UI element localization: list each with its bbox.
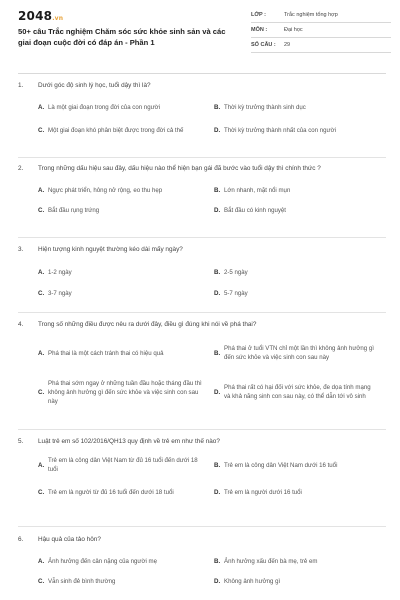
option-row	[38, 571, 390, 591]
info-label: LỚP :	[251, 12, 266, 18]
question-number: 5.	[18, 438, 24, 445]
question-stem	[18, 81, 390, 90]
option-c[interactable]	[38, 577, 214, 586]
option-text: Ngực phát triển, hông nở rộng, eo thu hẹp	[48, 186, 163, 194]
options	[38, 97, 390, 143]
option-text: Phá thai ở tuổi VTN chỉ một lần thì không ảnh hưởng gì đến sức khỏe và việc sinh con sau này	[224, 345, 374, 361]
question-separator	[18, 157, 386, 158]
option-letter: B.	[214, 557, 221, 565]
option-row	[38, 97, 390, 117]
option-letter: C.	[38, 289, 45, 297]
option-text: Trẻ em là công dân Việt Nam từ đủ 16 tuổi đến dưới 18 tuổi	[48, 457, 198, 473]
document-title: 50+ câu Trắc nghiệm Chăm sóc sức khỏe sinh sản và các giai đoạn cuộc đời có đáp án - Phần 1	[18, 27, 226, 47]
option-text: Trẻ em là công dân Việt Nam dưới 16 tuổi	[224, 461, 338, 469]
question-separator	[18, 526, 386, 527]
option-text: Thời kỳ trưởng thành nhất của con người	[224, 126, 336, 134]
option-row	[38, 478, 390, 506]
info-value: 29	[284, 42, 291, 48]
option-letter: B.	[214, 103, 221, 111]
options	[38, 180, 390, 220]
option-d[interactable]	[214, 206, 390, 215]
option-letter: B.	[214, 349, 221, 357]
question-text: Hiện tượng kinh nguyệt thường kéo dài mấy ngày?	[38, 246, 183, 253]
option-letter: C.	[38, 126, 45, 134]
option-row	[38, 551, 390, 571]
options	[38, 261, 390, 303]
info-row-question-count	[251, 38, 391, 53]
question-text: Luật trẻ em số 102/2016/QH13 quy định về trẻ em như thế nào?	[38, 438, 220, 445]
option-d[interactable]	[214, 488, 390, 497]
option-a[interactable]	[38, 186, 214, 195]
options	[38, 334, 390, 412]
logo-suffix: .vn	[52, 15, 64, 22]
option-letter: A.	[38, 349, 45, 357]
option-b[interactable]	[214, 103, 390, 112]
question-text: Trong số những điều được nêu ra dưới đây, điều gì đúng khi nói về phá thai?	[38, 321, 257, 328]
option-a[interactable]	[38, 349, 214, 358]
question-number: 3.	[18, 246, 24, 253]
question-number: 2.	[18, 165, 24, 172]
question-4	[18, 320, 390, 412]
option-letter: D.	[214, 577, 221, 585]
option-letter: D.	[214, 126, 221, 134]
option-text: Vẫn sinh đẻ bình thường	[48, 577, 116, 585]
question-text: Hậu quả của tảo hôn?	[38, 536, 101, 543]
option-text: Phá thai là một cách tránh thai có hiệu quả	[48, 349, 164, 357]
question-separator	[18, 429, 386, 430]
option-d[interactable]	[214, 383, 390, 401]
option-c[interactable]	[38, 488, 214, 497]
info-table	[251, 8, 391, 53]
question-stem	[18, 437, 390, 446]
question-separator	[18, 237, 386, 238]
option-text: Trẻ em là người từ đủ 16 tuổi đến dưới 18 tuổi	[48, 488, 174, 496]
question-stem	[18, 535, 390, 544]
option-letter: A.	[38, 103, 45, 111]
option-letter: D.	[214, 206, 221, 214]
question-number: 4.	[18, 321, 24, 328]
question-1	[18, 81, 390, 143]
option-text: Phá thai sớm ngay ở những tuần đầu hoặc tháng đầu thì không ảnh hưởng gì đến sức khỏe và việc sinh con sau này	[48, 379, 202, 405]
option-row	[38, 200, 390, 220]
option-c[interactable]	[38, 289, 214, 298]
option-a[interactable]	[38, 557, 214, 566]
option-text: Lớn nhanh, mặt nổi mụn	[224, 186, 291, 194]
option-letter: A.	[38, 557, 45, 565]
option-text: Ảnh hưởng xấu đến bà mẹ, trẻ em	[224, 557, 318, 565]
option-text: Bắt đầu rụng trứng	[48, 206, 100, 214]
option-text: Trẻ em là người dưới 16 tuổi	[224, 488, 302, 496]
option-text: Không ảnh hưởng gì	[224, 577, 281, 585]
option-letter: B.	[214, 461, 221, 469]
option-letter: D.	[214, 488, 221, 496]
site-logo[interactable]	[18, 9, 63, 23]
option-row	[38, 180, 390, 200]
option-letter: B.	[214, 186, 221, 194]
option-letter: D.	[214, 388, 221, 396]
info-value: Đại học	[284, 27, 303, 33]
option-text: Thời kỳ trưởng thành sinh dục	[224, 103, 306, 111]
options	[38, 551, 390, 591]
option-c[interactable]	[38, 206, 214, 215]
option-row	[38, 283, 390, 303]
option-text: 3-7 ngày	[48, 289, 72, 297]
info-row-class	[251, 8, 391, 23]
question-stem	[18, 245, 390, 254]
logo-main: 2048	[18, 9, 53, 23]
option-row	[38, 117, 390, 143]
header-divider	[18, 73, 386, 74]
option-b[interactable]	[214, 557, 390, 566]
option-text: Bắt đầu có kinh nguyệt	[224, 206, 286, 214]
option-d[interactable]	[214, 577, 390, 586]
option-text: Ảnh hưởng đến cân nặng của người mẹ	[48, 557, 157, 565]
option-row	[38, 334, 390, 372]
info-value: Trắc nghiệm tổng hợp	[284, 12, 338, 18]
option-text: 1-2 ngày	[48, 268, 72, 276]
option-letter: C.	[38, 206, 45, 214]
info-row-subject	[251, 23, 391, 38]
option-text: 2-5 ngày	[224, 268, 248, 276]
option-d[interactable]	[214, 126, 390, 135]
question-2	[18, 164, 390, 220]
option-letter: C.	[38, 388, 45, 396]
option-letter: C.	[38, 577, 45, 585]
question-number: 6.	[18, 536, 24, 543]
option-c[interactable]	[38, 379, 214, 406]
question-text: Trong những dấu hiệu sau đây, dấu hiệu nào thể hiện bạn gái đã bước vào tuổi dậy thì chính thức ?	[38, 165, 321, 172]
option-row	[38, 452, 390, 478]
option-text: Một giai đoạn khó phân biệt được trong đời cả thế	[48, 126, 184, 134]
option-b[interactable]	[214, 268, 390, 277]
option-b[interactable]	[214, 461, 390, 470]
question-5	[18, 437, 390, 506]
question-separator	[18, 312, 386, 313]
option-a[interactable]	[38, 456, 214, 474]
option-d[interactable]	[214, 289, 390, 298]
option-a[interactable]	[38, 268, 214, 277]
option-letter: B.	[214, 268, 221, 276]
info-label: MÔN :	[251, 27, 268, 33]
question-stem	[18, 320, 390, 329]
option-letter: C.	[38, 488, 45, 496]
option-text: Là một giai đoạn trong đời của con người	[48, 103, 161, 111]
question-3	[18, 245, 390, 303]
option-text: Phá thai rất có hại đối với sức khỏe, đe dọa tính mạng và khả năng sinh con sau này, có thể dẫn tới vô sinh	[224, 384, 371, 400]
info-label: SỐ CÂU :	[251, 42, 276, 48]
question-number: 1.	[18, 82, 24, 89]
option-row	[38, 372, 390, 412]
option-text: 5-7 ngày	[224, 289, 248, 297]
option-a[interactable]	[38, 103, 214, 112]
option-b[interactable]	[214, 186, 390, 195]
question-6	[18, 535, 390, 591]
option-c[interactable]	[38, 126, 214, 135]
option-letter: A.	[38, 268, 45, 276]
option-b[interactable]	[214, 344, 390, 362]
option-row	[38, 261, 390, 283]
options	[38, 452, 390, 506]
question-text: Dưới góc độ sinh lý học, tuổi dậy thì là?	[38, 82, 151, 89]
option-letter: D.	[214, 289, 221, 297]
document-header	[0, 0, 400, 68]
question-stem	[18, 164, 390, 173]
option-letter: A.	[38, 461, 45, 469]
option-letter: A.	[38, 186, 45, 194]
